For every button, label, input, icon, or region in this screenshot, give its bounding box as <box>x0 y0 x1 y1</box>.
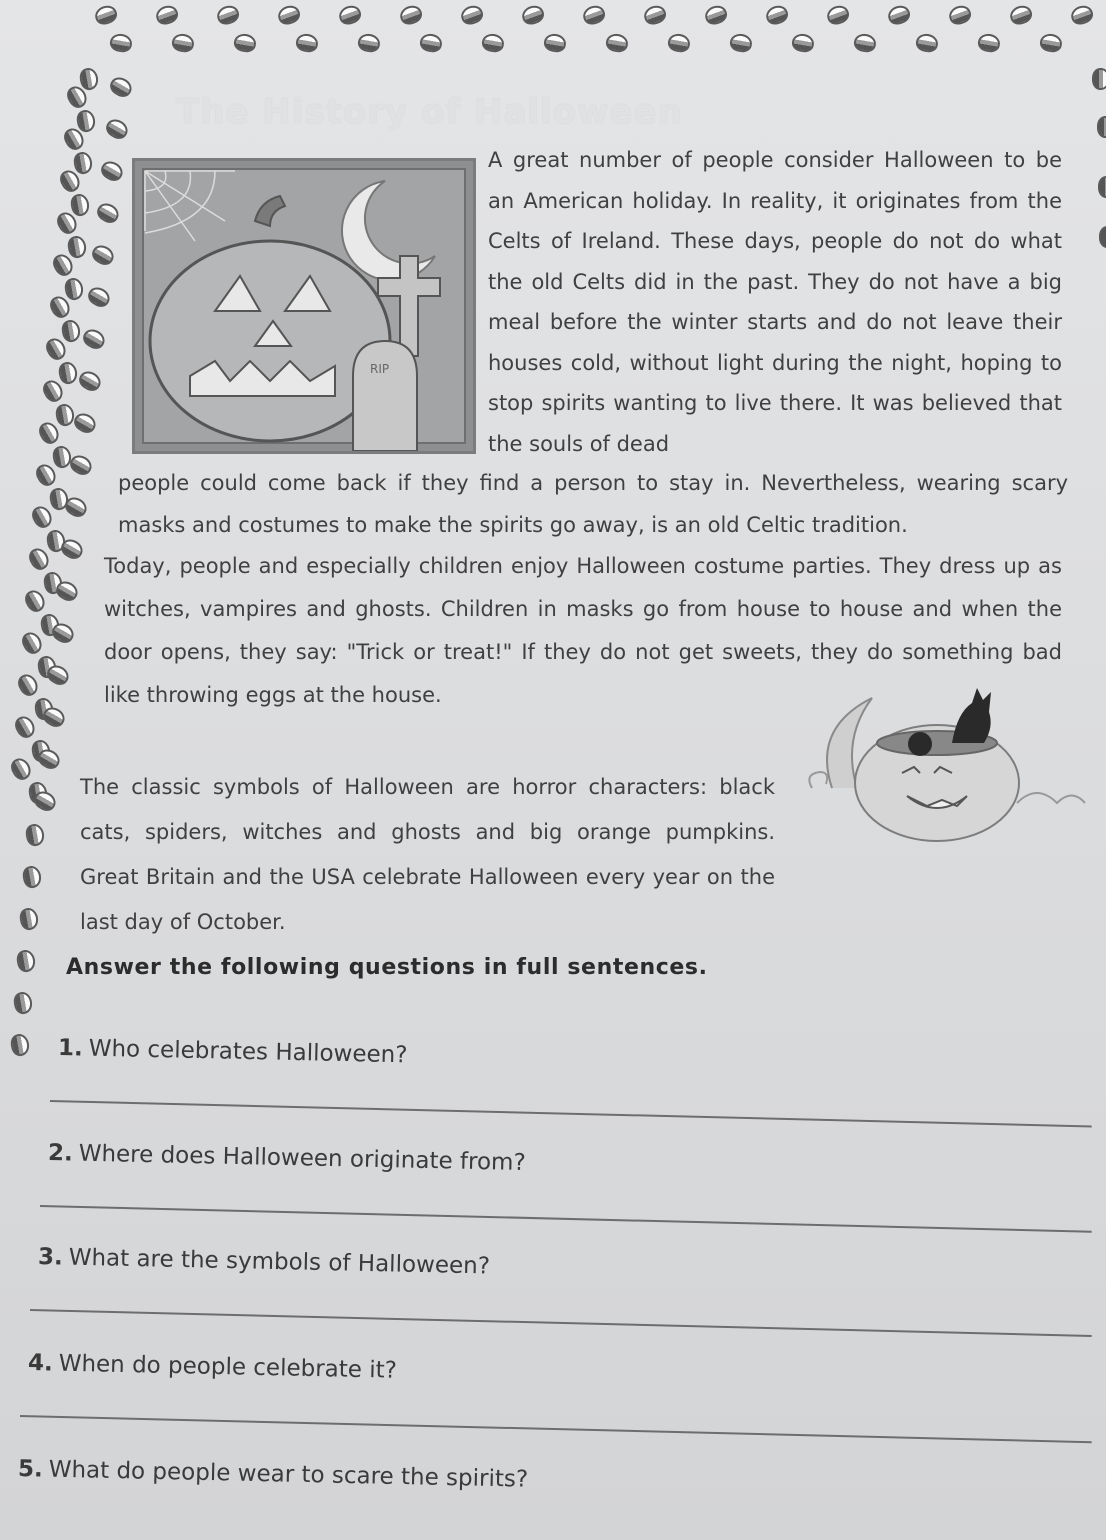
candy-corn-icon <box>276 3 303 27</box>
candy-corn-icon <box>703 3 730 27</box>
question-2 <box>48 1140 526 1176</box>
candy-corn-icon <box>459 3 486 27</box>
candy-corn-icon <box>729 32 754 54</box>
candy-corn-icon <box>29 503 56 531</box>
candy-corn-icon <box>75 368 103 395</box>
candy-corn-icon <box>93 3 120 27</box>
question-text: When do people celebrate it? <box>58 1350 398 1384</box>
candy-corn-icon <box>60 319 82 344</box>
candy-corn-icon <box>66 235 88 260</box>
candy-corn-icon <box>825 3 852 27</box>
question-text: What are the symbols of Halloween? <box>68 1244 491 1280</box>
candy-corn-icon <box>171 32 196 54</box>
answer-line[interactable] <box>40 1205 1092 1233</box>
answer-line[interactable] <box>30 1309 1092 1337</box>
instructions-heading: Answer the following questions in full sentences. <box>66 955 708 980</box>
candy-corn-icon <box>853 32 878 54</box>
question-3 <box>38 1244 490 1279</box>
candy-corn-icon <box>154 3 181 27</box>
candy-corn-icon <box>18 629 45 657</box>
candy-corn-icon <box>886 3 913 27</box>
black-cat-icon-2 <box>908 732 932 756</box>
candy-corn-icon <box>69 193 91 218</box>
candy-corn-icon <box>520 3 547 27</box>
candy-corn-icon <box>107 74 135 101</box>
candy-corn-icon <box>1069 3 1096 27</box>
candy-corn-icon <box>57 361 79 386</box>
candy-corn-icon <box>89 242 117 269</box>
candy-corn-icon <box>109 32 134 54</box>
candy-corn-icon <box>12 991 34 1016</box>
candy-corn-icon <box>667 32 692 54</box>
question-5 <box>18 1456 529 1493</box>
candy-corn-icon <box>915 32 940 54</box>
candy-corn-icon <box>947 3 974 27</box>
candy-corn-icon <box>543 32 568 54</box>
candy-corn-icon <box>21 865 43 890</box>
question-number: 3. <box>37 1244 64 1271</box>
candy-corn-icon <box>215 3 242 27</box>
candy-corn-icon <box>764 3 791 27</box>
candy-corn-icon <box>9 1033 31 1058</box>
candy-corn-icon <box>642 3 669 27</box>
candy-corn-icon <box>295 32 320 54</box>
candy-corn-icon <box>25 545 52 573</box>
candy-corn-icon <box>337 3 364 27</box>
candy-corn-icon <box>8 755 35 783</box>
question-text: Who celebrates Halloween? <box>88 1035 408 1069</box>
paragraph-3: The classic symbols of Halloween are horror characters: black cats, spiders, witches and ghosts and big orange pumpkins. Great Britain and the USA celebrate Halloween every year on the last day of October. <box>80 775 775 934</box>
candy-corn-icon <box>1039 32 1064 54</box>
candy-corn-icon <box>1008 3 1035 27</box>
question-text: Where does Halloween originate from? <box>78 1140 526 1177</box>
worksheet-title: The History of Halloween <box>176 92 683 132</box>
candy-corn-icon <box>22 587 49 615</box>
candy-corn-icon <box>11 713 38 741</box>
question-number: 4. <box>27 1350 54 1377</box>
answer-line[interactable] <box>20 1415 1092 1443</box>
candy-corn-icon <box>605 32 630 54</box>
candy-corn-icon <box>71 410 99 437</box>
candy-corn-icon <box>357 32 382 54</box>
question-number: 1. <box>57 1035 84 1062</box>
candy-corn-icon <box>977 32 1002 54</box>
tombstone-text: RIP <box>370 362 390 376</box>
paragraph-1-bottom: people could come back if they find a person to stay in. Nevertheless, wearing scary masks and costumes to make the spirits go away, is an old Celtic tradition. <box>118 471 1068 537</box>
candy-corn-icon <box>1097 116 1106 138</box>
question-4 <box>28 1350 397 1384</box>
question-number: 5. <box>17 1456 44 1483</box>
candy-corn-icon <box>791 32 816 54</box>
pumpkin-graveyard-image <box>135 161 473 451</box>
candy-corn-icon <box>233 32 258 54</box>
candy-corn-icon <box>72 151 94 176</box>
answer-line[interactable] <box>50 1100 1092 1127</box>
candy-corn-icon <box>15 671 42 699</box>
question-number: 2. <box>47 1140 74 1167</box>
halloween-illustration <box>132 158 476 454</box>
candy-corn-icon <box>15 949 37 974</box>
black-cat-icon <box>952 688 991 743</box>
candy-corn-icon <box>98 158 126 185</box>
candy-corn-icon <box>24 823 46 848</box>
paragraph-2: Today, people and especially children enjoy Halloween costume parties. They dress up as witches, vampires and ghosts. Children in masks go from house to house and when the door opens, they say: "Trick or treat!" If they do not get sweets, they do something bad like throwing eggs at the house. <box>104 554 1062 707</box>
candy-corn-icon <box>93 200 121 227</box>
candy-corn-icon <box>398 3 425 27</box>
candy-corn-icon <box>1099 226 1106 248</box>
candy-corn-icon <box>80 326 108 353</box>
candy-corn-icon <box>18 907 40 932</box>
candy-corn-icon <box>102 116 130 143</box>
candy-corn-icon <box>1098 176 1106 198</box>
candy-corn-icon <box>581 3 608 27</box>
candy-corn-icon <box>63 277 85 302</box>
cat-in-pumpkin-image <box>802 688 1086 848</box>
question-text: What do people wear to scare the spirits? <box>48 1456 529 1493</box>
candy-corn-icon <box>54 403 76 428</box>
paragraph-1-top: A great number of people consider Halloween to be an American holiday. In reality, it originates from the Celts of Ireland. These days, people do not do what the old Celts did in the past. They do not have a big meal before the winter starts and do not leave their houses cold, without light during the night, hoping to stop spirits wanting to live there. It was believed that the souls of dead <box>488 148 1062 456</box>
candy-corn-icon <box>419 32 444 54</box>
candy-corn-icon <box>84 284 112 311</box>
candy-corn-icon <box>1092 68 1106 90</box>
candy-corn-icon <box>481 32 506 54</box>
tombstone-icon <box>353 341 417 451</box>
question-1 <box>58 1035 408 1068</box>
